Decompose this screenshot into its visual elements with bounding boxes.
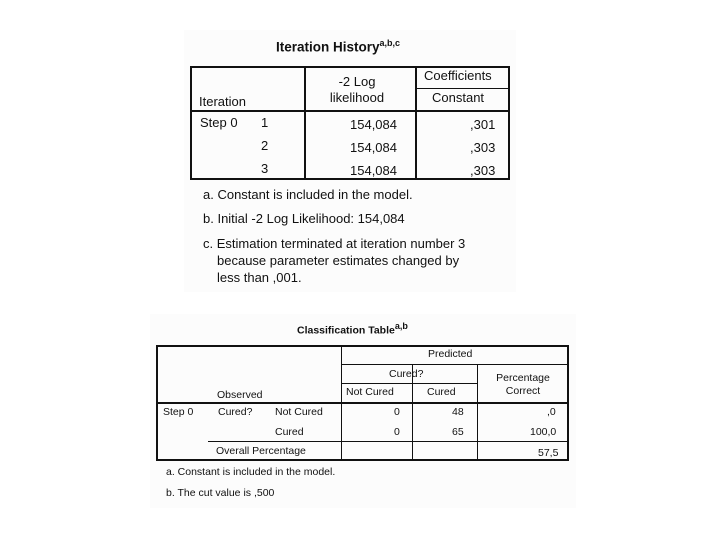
footnote-c: c. Estimation terminated at iteration number 3 xyxy=(203,236,466,251)
cured-q-header: Cured? xyxy=(389,368,424,380)
row-label: Cured xyxy=(275,426,304,438)
iteration-history-title: Iteration History$^{a,b,c}$ xyxy=(276,38,401,55)
constant-value: ,301 xyxy=(470,117,496,132)
row-group-label: Cured? xyxy=(218,406,253,418)
footnote-b: b. Initial -2 Log Likelihood: 154,084 xyxy=(203,211,405,226)
overall-percentage-label: Overall Percentage xyxy=(216,445,306,457)
percentage-correct-header: Percentage Correct xyxy=(496,372,550,397)
constant-header: Constant xyxy=(432,90,485,105)
footnote-b: b. The cut value is ,500 xyxy=(166,487,275,499)
neg2ll-header: -2 Log likelihood xyxy=(329,74,385,105)
cured-count: 65 xyxy=(452,426,464,438)
cured-count: 48 xyxy=(452,406,464,418)
neg2ll-value: 154,084 xyxy=(350,117,397,132)
iteration-number: 2 xyxy=(261,138,269,153)
overall-percentage-value: 57,5 xyxy=(538,447,559,459)
step-label: Step 0 xyxy=(163,406,194,418)
classification-table-title: Classification Tablea,b xyxy=(297,321,408,337)
iteration-header: Iteration xyxy=(199,94,246,109)
constant-value: ,303 xyxy=(470,163,496,178)
neg2ll-value: 154,084 xyxy=(350,140,397,155)
not-cured-count: 0 xyxy=(394,406,400,418)
observed-header: Observed xyxy=(217,389,263,401)
cured-header: Cured xyxy=(427,386,456,398)
neg2ll-value: 154,084 xyxy=(350,163,397,178)
footnote-a: a. Constant is included in the model. xyxy=(203,187,413,202)
constant-value: ,303 xyxy=(470,140,496,155)
not-cured-count: 0 xyxy=(394,426,400,438)
not-cured-header: Not Cured xyxy=(346,386,394,398)
iteration-number: 1 xyxy=(261,115,269,130)
row-label: Not Cured xyxy=(275,406,323,418)
percentage-value: 100,0 xyxy=(530,426,557,438)
predicted-header: Predicted xyxy=(428,348,473,360)
coefficients-header: Coefficients xyxy=(424,68,492,83)
footnote-a: a. Constant is included in the model. xyxy=(166,466,336,478)
iteration-number: 3 xyxy=(261,161,269,176)
percentage-value: ,0 xyxy=(547,406,556,418)
footnote-c-line2: because parameter estimates changed by xyxy=(217,253,460,268)
footnote-c-line3: less than ,001. xyxy=(217,270,302,285)
step-label: Step 0 xyxy=(200,115,238,130)
